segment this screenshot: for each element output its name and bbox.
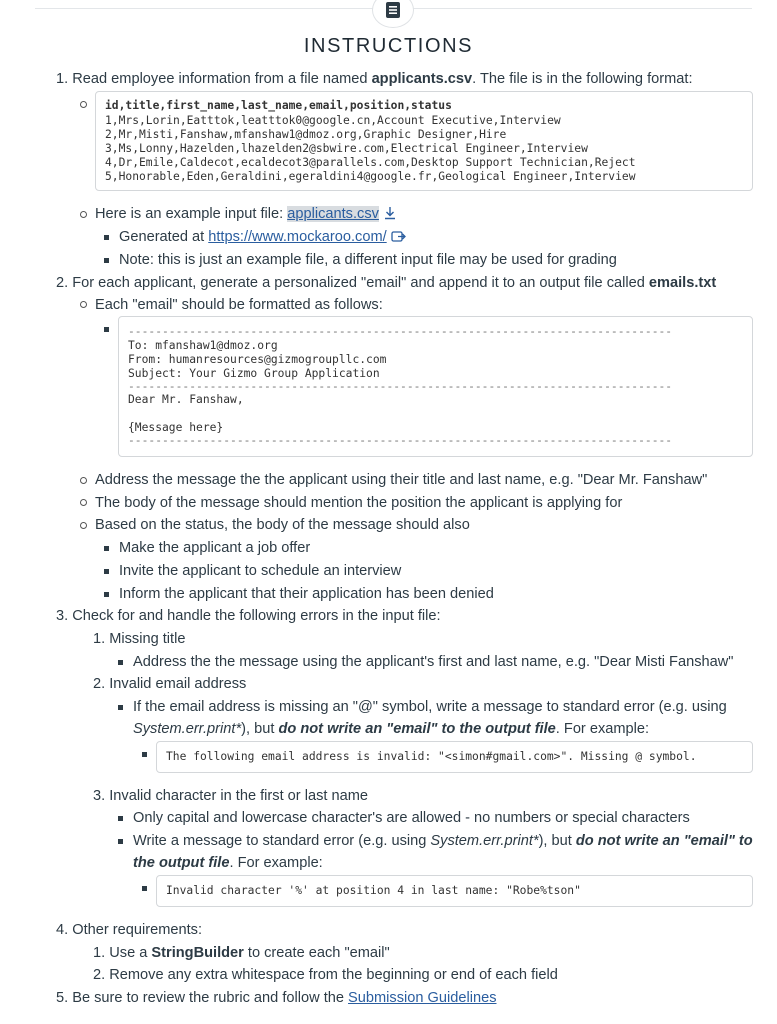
error-3-example-block xyxy=(156,875,753,907)
email-message: {Message here} xyxy=(128,421,224,434)
bullet xyxy=(80,522,87,529)
bullet xyxy=(80,101,87,108)
bullet xyxy=(118,839,123,844)
status-item: Inform the applicant that their application has been denied xyxy=(119,586,494,602)
error-2-example-block xyxy=(156,741,753,773)
status-note: Based on the status, the body of the message should also xyxy=(95,517,470,533)
page-title: INSTRUCTIONS xyxy=(303,35,474,57)
applicants-csv-link[interactable]: applicants.csv xyxy=(287,206,379,222)
step-1: 1. Read employee information from a file named applicants.csv. The file is in the following format: xyxy=(56,71,693,87)
error-2-line-1: If the email address is missing an "@" symbol, write a message to standard error (e.g. using xyxy=(133,699,727,715)
error-3-line-2: the output file. For example: xyxy=(133,855,323,871)
step-5: 5. Be sure to review the rubric and follow the Submission Guidelines xyxy=(56,990,497,1006)
bullet xyxy=(104,592,109,597)
submission-guidelines-link[interactable]: Submission Guidelines xyxy=(348,990,497,1006)
bullet xyxy=(80,211,87,218)
email-to: To: mfanshaw1@dmoz.org xyxy=(128,339,278,352)
bullet xyxy=(142,886,147,891)
external-link-icon[interactable] xyxy=(391,229,407,245)
error-1-detail: Address the the message using the applicant's first and last name, e.g. "Dear Misti Fanshaw" xyxy=(133,654,734,670)
error-3-detail: Only capital and lowercase character's are allowed - no numbers or special characters xyxy=(133,810,690,826)
bullet xyxy=(80,499,87,506)
bullet xyxy=(118,816,123,821)
email-dear: Dear Mr. Fanshaw, xyxy=(128,393,244,406)
bullet xyxy=(142,752,147,757)
body-note: The body of the message should mention the position the applicant is applying for xyxy=(95,495,623,511)
requirement-2: 2. Remove any extra whitespace from the beginning or end of each field xyxy=(93,967,558,983)
status-item: Invite the applicant to schedule an interview xyxy=(119,563,402,579)
example-input-line: Here is an example input file: applicants.csv xyxy=(95,204,397,224)
document-icon xyxy=(372,0,414,28)
csv-header-line: id,title,first_name,last_name,email,position,status xyxy=(105,99,452,112)
step-3: 3. Check for and handle the following errors in the input file: xyxy=(56,608,441,624)
bullet xyxy=(104,546,109,551)
email-from: From: humanresources@gizmogroupllc.com xyxy=(128,353,387,366)
error-3-title: 3. Invalid character in the first or last name xyxy=(93,788,368,804)
csv-line: 5,Honorable,Eden,Geraldini,egeraldini4@google.fr,Geological Engineer,Interview xyxy=(105,170,636,183)
status-item: Make the applicant a job offer xyxy=(119,540,311,556)
bullet xyxy=(104,327,109,332)
bullet xyxy=(80,301,87,308)
csv-line: 4,Dr,Emile,Caldecot,ecaldecot3@parallels.com,Desktop Support Technician,Reject xyxy=(105,156,636,169)
error-3-line-1: Write a message to standard error (e.g. using System.err.print*), but do not write an "email" to xyxy=(133,833,753,849)
bullet xyxy=(80,477,87,484)
csv-format-block xyxy=(95,91,753,191)
error-2-line-2: System.err.print*), but do not write an "email" to the output file. For example: xyxy=(133,721,650,737)
bullet xyxy=(118,705,123,710)
bullet xyxy=(104,258,109,263)
address-note: Address the message the the applicant using their title and last name, e.g. "Dear Mr. Fanshaw" xyxy=(95,472,708,488)
step-4: 4. Other requirements: xyxy=(56,922,203,938)
email-format-intro: Each "email" should be formatted as follows: xyxy=(95,297,383,313)
download-icon[interactable] xyxy=(383,206,397,222)
error-2-example: The following email address is invalid: "<simon#gmail.com>". Missing @ symbol. xyxy=(166,750,697,763)
note-line: Note: this is just an example file, a different input file may be used for grading xyxy=(119,252,617,268)
email-format-block: -------------------------------------------------------------------------------- To: mfanshaw1@dmoz.org From: humanresources@gizmogroupllc.com Subject: Your Gizmo Group Application -------------------------------------------------------------------------------- Dear Mr. Fanshaw, {Message here} -------------------------------------------------------------------------------- xyxy=(118,316,753,457)
error-2-title: 2. Invalid email address xyxy=(93,676,247,692)
email-subject: Subject: Your Gizmo Group Application xyxy=(128,367,380,380)
step-2: 2. For each applicant, generate a personalized "email" and append it to an output file called emails.txt xyxy=(56,275,717,291)
bullet xyxy=(104,569,109,574)
error-3-example: Invalid character '%' at position 4 in last name: "Robe%tson" xyxy=(166,884,581,897)
bullet xyxy=(118,660,123,665)
mockaroo-link[interactable]: https://www.mockaroo.com/ xyxy=(208,229,387,245)
bullet xyxy=(104,235,109,240)
error-1-title: 1. Missing title xyxy=(93,631,186,647)
csv-line: 1,Mrs,Lorin,Eatttok,leatttok0@google.cn,Account Executive,Interview xyxy=(105,114,561,127)
csv-line: 2,Mr,Misti,Fanshaw,mfanshaw1@dmoz.org,Graphic Designer,Hire xyxy=(105,128,507,141)
requirement-1: 1. Use a StringBuilder to create each "email" xyxy=(93,945,390,961)
generated-line: Generated at https://www.mockaroo.com/ xyxy=(119,227,407,247)
csv-line: 3,Ms,Lonny,Hazelden,lhazelden2@sbwire.com,Electrical Engineer,Interview xyxy=(105,142,588,155)
